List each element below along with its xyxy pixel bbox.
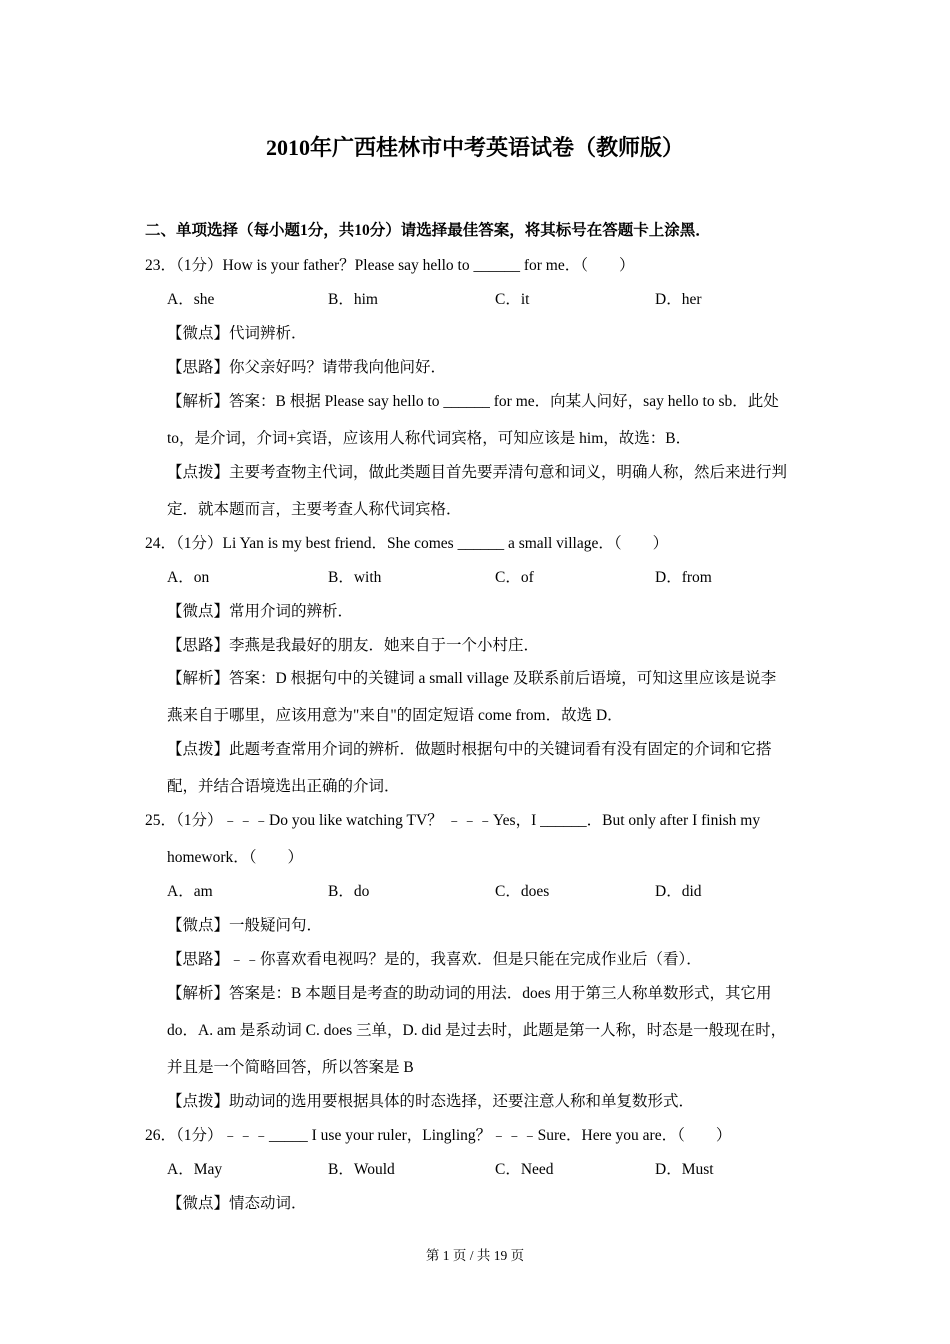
question-25-note: 【微点】一般疑问句． <box>167 917 323 934</box>
page-title: 2010年广西桂林市中考英语试卷（教师版） <box>265 135 684 160</box>
question-25-stem: 25．（1分）﹣﹣﹣Do you like watching TV？ ﹣﹣﹣Yes，I ______．But only after I finish my <box>145 812 761 829</box>
page-footer: 第 1 页 / 共 19 页 <box>425 1248 525 1263</box>
question-24-stem: 24．（1分）Li Yan is my best friend．She comes ______ a small village．（ ） <box>145 535 669 552</box>
question-24-option-d: D．from <box>655 569 712 586</box>
question-24-note: 燕来自于哪里，应该用意为"来自"的固定短语 come from．故选 D． <box>167 707 623 724</box>
question-25-stem-continued: homework．（ ） <box>167 849 304 866</box>
question-25-note: 【点拨】助动词的选用要根据具体的时态选择，还要注意人称和单复数形式． <box>167 1093 695 1110</box>
question-23-note: to，是介词，介词+宾语，应该用人称代词宾格，可知应该是 him，故选：B． <box>167 430 692 447</box>
question-26-option-c: C．Need <box>495 1161 554 1178</box>
question-26-option-d: D．Must <box>655 1161 714 1178</box>
question-25-note: do．A. am 是系动词 C. does 三单，D. did 是过去时，此题是第一人称，时态是一般现在时， <box>167 1022 787 1039</box>
question-25-note: 【解析】答案是：B 本题目是考查的助动词的用法．does 用于第三人称单数形式，其它用 <box>167 985 772 1002</box>
question-25-option-d: D．did <box>655 883 702 900</box>
question-26-note: 【微点】情态动词． <box>167 1195 307 1212</box>
question-25-note: 并且是一个简略回答，所以答案是 B <box>167 1059 414 1076</box>
question-25-option-a: A．am <box>167 883 213 900</box>
question-25-note: 【思路】﹣﹣你喜欢看电视吗？是的，我喜欢．但是只能在完成作业后（看）． <box>167 951 702 968</box>
question-23-note: 【解析】答案：B 根据 Please say hello to ______ for me．向某人问好，say hello to sb．此处 <box>167 393 779 410</box>
section-heading: 二、单项选择（每小题1分，共10分）请选择最佳答案，将其标号在答题卡上涂黑． <box>145 222 711 239</box>
question-24-note: 【点拨】此题考查常用介词的辨析．做题时根据句中的关键词看有没有固定的介词和它搭 <box>167 741 772 758</box>
question-24-option-b: B．with <box>328 569 382 586</box>
question-24-note: 【微点】常用介词的辨析． <box>167 603 354 620</box>
question-23-note: 【微点】代词辨析． <box>167 325 307 342</box>
question-24-note: 【解析】答案：D 根据句中的关键词 a small village 及联系前后语境，可知这里应该是说李 <box>167 670 777 687</box>
question-23-option-d: D．her <box>655 291 702 308</box>
question-23-note: 【点拨】主要考查物主代词，做此类题目首先要弄清句意和词义，明确人称，然后来进行判 <box>167 464 788 481</box>
question-25-option-b: B．do <box>328 883 370 900</box>
question-23-option-c: C．it <box>495 291 530 308</box>
question-24-note: 配，并结合语境选出正确的介词． <box>167 778 400 795</box>
question-23-note: 【思路】你父亲好吗？请带我向他问好． <box>167 359 447 376</box>
question-24-note: 【思路】李燕是我最好的朋友．她来自于一个小村庄． <box>167 637 540 654</box>
question-24-option-a: A．on <box>167 569 210 586</box>
question-25-option-c: C．does <box>495 883 550 900</box>
question-23-note: 定．就本题而言，主要考查人称代词宾格． <box>167 501 462 518</box>
question-26-option-a: A．May <box>167 1161 223 1178</box>
question-23-option-b: B．him <box>328 291 378 308</box>
question-23-stem: 23．（1分）How is your father？Please say hello to ______ for me．（ ） <box>145 257 635 274</box>
question-23-option-a: A．she <box>167 291 215 308</box>
question-26-stem: 26．（1分）﹣﹣﹣_____ I use your ruler，Lingling？﹣﹣﹣Sure．Here you are．（ ） <box>145 1127 732 1144</box>
question-24-option-c: C．of <box>495 569 534 586</box>
question-26-option-b: B．Would <box>328 1161 395 1178</box>
